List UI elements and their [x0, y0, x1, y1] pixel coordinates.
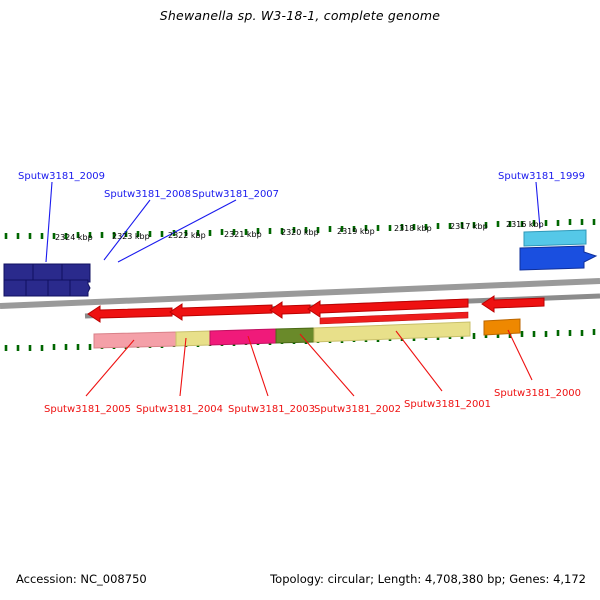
gene-label-2007[interactable]: Sputw3181_2007: [192, 189, 280, 200]
gene-label-1999[interactable]: Sputw3181_1999: [498, 171, 586, 182]
ruler-tick-label: 2319 kbp: [337, 227, 375, 236]
ruler-tick-label: 2322 kbp: [168, 231, 206, 240]
ruler-tick-label: 2320 kbp: [281, 228, 319, 237]
gene-feature-2001-bar[interactable]: [314, 322, 470, 342]
gene-label-2000[interactable]: Sputw3181_2000: [494, 388, 582, 399]
accession-text: Accession: NC_008750: [16, 572, 147, 586]
gene-feature-1999[interactable]: [518, 230, 596, 270]
gene-feature-2003-bar[interactable]: [210, 329, 276, 345]
gene-feature-2004-bar[interactable]: [176, 331, 210, 346]
gene-label-2005[interactable]: Sputw3181_2005: [44, 404, 132, 415]
reverse-strand-features: [88, 296, 544, 348]
ruler-tick-label: 2317 kbp: [450, 222, 488, 231]
gene-feature-2000-bar[interactable]: [484, 319, 520, 335]
ruler-tick-label: 2321 kbp: [224, 230, 262, 239]
genome-stats-text: Topology: circular; Length: 4,708,380 bp; Genes: 4,172: [270, 572, 586, 586]
ruler-tick-label: 2324 kbp: [55, 233, 93, 242]
gene-label-2008[interactable]: Sputw3181_2008: [104, 189, 192, 200]
gene-label-2003[interactable]: Sputw3181_2003: [228, 404, 316, 415]
gene-label-2004[interactable]: Sputw3181_2004: [136, 404, 224, 415]
ruler-tick-label: 2323 kbp: [112, 232, 150, 241]
gene-feature-olive-bar[interactable]: [276, 328, 314, 343]
gene-feature-2005-bar[interactable]: [94, 332, 176, 348]
gene-label-2001[interactable]: Sputw3181_2001: [404, 399, 492, 410]
gene-feature-2009-arrows[interactable]: [4, 280, 90, 296]
gene-label-2002[interactable]: Sputw3181_2002: [314, 404, 402, 415]
ruler-tick-label: 2316 kbp: [506, 220, 544, 229]
page-title: Shewanella sp. W3-18-1, complete genome: [159, 8, 441, 23]
gene-arrow-red-thin[interactable]: [320, 312, 468, 324]
gene-label-2009[interactable]: Sputw3181_2009: [18, 171, 106, 182]
gene-feature-2009-block[interactable]: [4, 264, 90, 282]
ruler-tick-label: 2318 kbp: [394, 224, 432, 233]
